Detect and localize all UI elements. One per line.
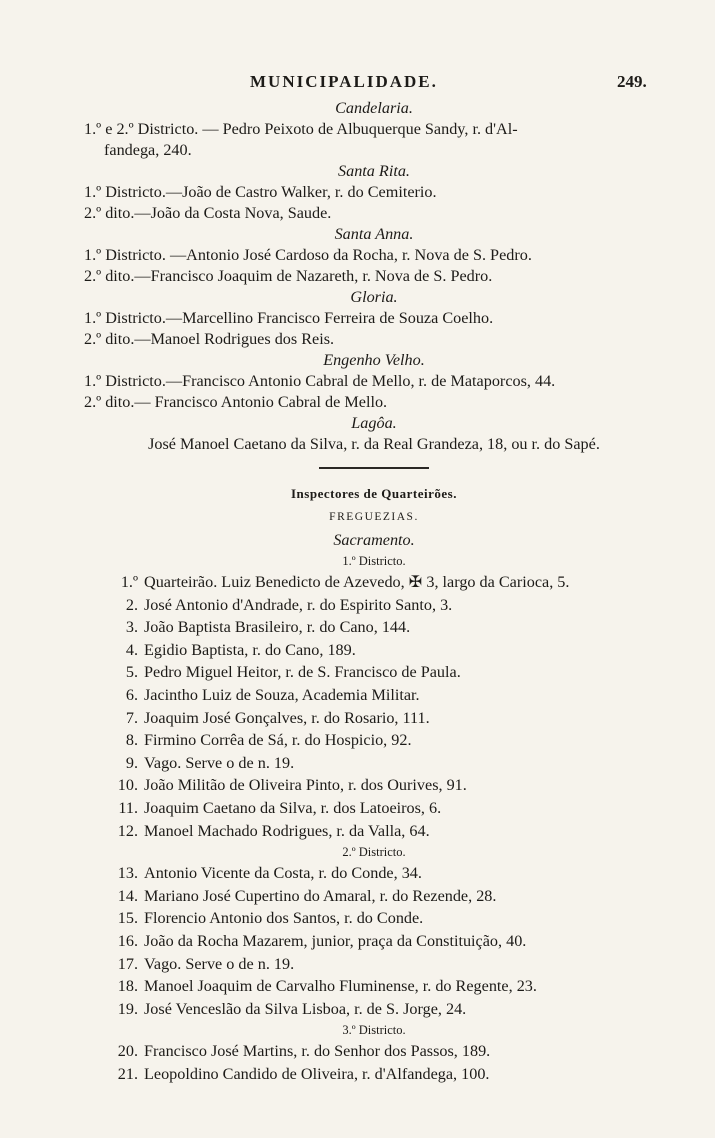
item-text: João da Rocha Mazarem, junior, praça da Constituição, 40. [144, 931, 527, 950]
item-text: José Antonio d'Andrade, r. do Espirito Santo, 3. [144, 595, 453, 614]
page-header [0, 72, 715, 96]
item-text: João Militão de Oliveira Pinto, r. dos Ourives, 91. [144, 776, 467, 795]
district-heading: 1.º Districto. [342, 554, 406, 568]
list-item [98, 862, 664, 885]
parish-heading: Santa Anna. [334, 225, 414, 243]
item-number: 6. [125, 685, 138, 704]
section-subtitle: FREGUEZIAS. [329, 511, 419, 523]
item-text: Vago. Serve o de n. 19. [144, 753, 295, 772]
district-heading: 3.º Districto. [342, 1023, 406, 1038]
item-text: Antonio Vicente da Costa, r. do Conde, 34. [144, 864, 422, 883]
district-entry: 2.º dito.—João da Costa Nova, Saude. [84, 204, 332, 222]
list-item [98, 820, 664, 843]
item-number: 13. [117, 864, 138, 883]
list-item [98, 953, 664, 976]
item-text: Leopoldino Candido de Oliveira, r. d'Alfandega, 100. [144, 1064, 490, 1083]
page-content [84, 98, 664, 1085]
list-item [98, 661, 664, 684]
item-number: 21. [117, 1064, 138, 1083]
section-title: Inspectores de Quarteirões. [291, 486, 457, 501]
item-number: 10. [117, 776, 138, 795]
item-text: Joaquim Caetano da Silva, r. dos Latoeiros, 6. [144, 798, 442, 817]
item-number: 8. [125, 731, 138, 750]
item-text: Jacintho Luiz de Souza, Academia Militar. [144, 685, 420, 704]
district-entry: 2.º dito.— Francisco Antonio Cabral de Mello. [84, 393, 388, 411]
list-item [98, 707, 664, 730]
item-text: Firmino Corrêa de Sá, r. do Hospicio, 92. [144, 731, 412, 750]
item-text: Vago. Serve o de n. 19. [144, 954, 295, 973]
item-number: 3. [125, 618, 138, 637]
district-entry: José Manoel Caetano da Silva, r. da Real Grandeza, 18, ou r. do Sapé. [148, 435, 600, 453]
parish-heading: Lagôa. [351, 414, 397, 432]
list-item [98, 907, 664, 930]
list-item [98, 885, 664, 908]
list-item [98, 1040, 664, 1063]
district-entry-continuation: fandega, 240. [104, 141, 192, 159]
district-entry: 1.º Districto.—Marcellino Francisco Ferreira de Souza Coelho. [84, 309, 494, 327]
list-item [98, 998, 664, 1021]
list-item [98, 729, 664, 752]
district-entry: 2.º dito.—Manoel Rodrigues dos Reis. [84, 330, 335, 348]
district-entry: 1.º Districto. —Antonio José Cardoso da Rocha, r. Nova de S. Pedro. [84, 246, 532, 264]
inspector-list [98, 1040, 664, 1085]
parish-heading: Sacramento. [333, 531, 415, 549]
list-item [98, 684, 664, 707]
district-entry: 1.º e 2.º Districto. — Pedro Peixoto de Albuquerque Sandy, r. d'Al- [84, 120, 518, 138]
page-number: 249. [617, 72, 647, 91]
list-item [98, 774, 664, 797]
parish-heading: Gloria. [350, 288, 398, 306]
item-text: Joaquim José Gonçalves, r. do Rosario, 111. [144, 708, 430, 727]
list-item [98, 616, 664, 639]
list-item [98, 797, 664, 820]
inspector-list [98, 571, 664, 842]
item-text: José Venceslão da Silva Lisboa, r. de S. Jorge, 24. [144, 999, 467, 1018]
list-item [98, 639, 664, 662]
item-number: 19. [117, 999, 138, 1018]
parish-heading: Engenho Velho. [323, 351, 425, 369]
inspector-list [98, 862, 664, 1020]
item-number: 2. [125, 595, 138, 614]
item-number: 20. [117, 1042, 138, 1061]
parish-heading: Santa Rita. [338, 162, 410, 180]
item-text: Manoel Joaquim de Carvalho Fluminense, r. do Regente, 23. [144, 977, 537, 996]
list-item [98, 975, 664, 998]
item-text: Pedro Miguel Heitor, r. de S. Francisco de Paula. [144, 663, 461, 682]
list-item [98, 571, 664, 594]
item-number: 5. [125, 663, 138, 682]
item-text: Mariano José Cupertino do Amaral, r. do Rezende, 28. [144, 886, 497, 905]
item-text: Quarteirão. Luiz Benedicto de Azevedo, ✠ 3, largo da Carioca, 5. [144, 573, 570, 591]
item-number: 15. [117, 909, 138, 928]
item-number: 18. [117, 977, 138, 996]
item-text: João Baptista Brasileiro, r. do Cano, 144. [144, 618, 411, 637]
item-number: 9. [125, 753, 138, 772]
item-text: Manoel Machado Rodrigues, r. da Valla, 64. [144, 821, 430, 840]
item-text: Florencio Antonio dos Santos, r. do Conde. [144, 909, 424, 928]
item-number: 14. [117, 886, 138, 905]
district-entry: 1.º Districto.—Francisco Antonio Cabral de Mello, r. de Mataporcos, 44. [84, 372, 556, 390]
list-item [98, 930, 664, 953]
item-text: Egidio Baptista, r. do Cano, 189. [144, 640, 356, 659]
list-item [98, 594, 664, 617]
item-number: 16. [117, 931, 138, 950]
item-text: Francisco José Martins, r. do Senhor dos Passos, 189. [144, 1042, 491, 1061]
district-entry: 1.º Districto.—João de Castro Walker, r. do Cemiterio. [84, 183, 437, 201]
running-title: MUNICIPALIDADE. [250, 72, 438, 91]
item-number: 7. [125, 708, 138, 727]
item-number: 11. [118, 798, 138, 817]
parish-heading: Candelaria. [335, 99, 413, 117]
list-item [98, 752, 664, 775]
item-number: 4. [125, 640, 138, 659]
district-heading: 2.º Districto. [342, 845, 406, 860]
section-divider [319, 467, 429, 469]
district-entry: 2.º dito.—Francisco Joaquim de Nazareth, r. Nova de S. Pedro. [84, 267, 493, 285]
item-number: 1.º [120, 573, 138, 591]
item-number: 17. [117, 954, 138, 973]
list-item [98, 1063, 664, 1086]
item-number: 12. [117, 821, 138, 840]
